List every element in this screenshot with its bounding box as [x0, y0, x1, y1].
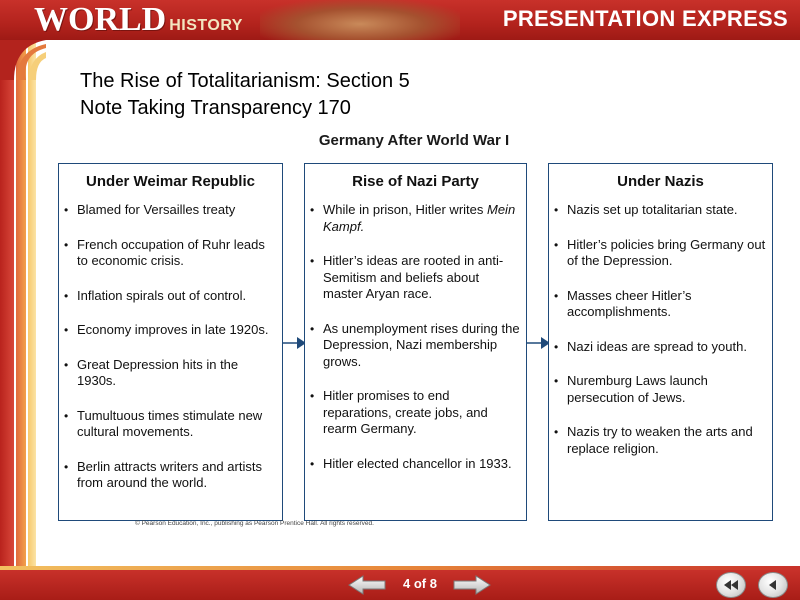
column-weimar-republic	[58, 163, 283, 521]
right-arrow-icon[interactable]	[452, 574, 492, 596]
list-item: • Nuremburg Laws launch persecution of Jews.	[567, 373, 766, 406]
rewind-icon	[723, 579, 739, 591]
list-item: • Inflation spirals out of control.	[77, 288, 276, 305]
left-decorative-bars	[0, 40, 46, 570]
back-button[interactable]	[758, 572, 788, 598]
decor-bar	[28, 40, 36, 570]
list-item: • Great Depression hits in the 1930s.	[77, 357, 276, 390]
column-heading: Under Weimar Republic	[86, 173, 255, 190]
list-item	[323, 202, 520, 235]
list-item: • Hitler’s ideas are rooted in anti-Semitism and beliefs about master Aryan race.	[323, 253, 520, 303]
list-item: • Tumultuous times stimulate new cultural movements.	[77, 408, 276, 441]
footer-bar	[0, 570, 800, 600]
list-item: • French occupation of Ruhr leads to economic crisis.	[77, 237, 276, 270]
decor-bar	[16, 40, 26, 570]
world-history-logo	[34, 1, 243, 39]
list-item: • Blamed for Versailles treaty	[77, 202, 276, 219]
copyright-notice: © Pearson Education, Inc., publishing as Pearson Prentice Hall. All rights reserved.	[135, 520, 374, 527]
list-item-text: While in prison, Hitler writes	[323, 202, 484, 217]
list-item: • Masses cheer Hitler’s accomplishments.	[567, 288, 766, 321]
diagram-title: Germany After World War I	[318, 132, 510, 149]
column-rise-of-nazi-party	[304, 163, 527, 521]
logo-history: HISTORY	[169, 17, 243, 34]
back-icon	[768, 579, 778, 591]
list-item: • Nazis try to weaken the arts and replace religion.	[567, 424, 766, 457]
column-under-nazis	[548, 163, 773, 521]
list-item: • As unemployment rises during the Depression, Nazi membership grows.	[323, 321, 520, 371]
list-item: • Nazis set up totalitarian state.	[567, 202, 766, 219]
slide-title-line1: The Rise of Totalitarianism: Section 5	[80, 70, 410, 92]
slide-title	[80, 68, 410, 122]
header-bar	[0, 0, 800, 40]
rewind-button[interactable]	[716, 572, 746, 598]
left-arrow-icon[interactable]	[347, 574, 387, 596]
column-heading: Rise of Nazi Party	[352, 173, 479, 190]
page-indicator: 4 of 8	[403, 576, 437, 591]
product-name: PRESENTATION EXPRESS	[502, 6, 788, 31]
book-title: Mein Kampf.	[323, 202, 516, 234]
decor-bar	[0, 40, 14, 570]
header-photo	[260, 0, 460, 40]
list-item: • Hitler’s policies bring Germany out of the Depression.	[567, 237, 766, 270]
list-item: • Hitler promises to end reparations, create jobs, and rearm Germany.	[323, 388, 520, 438]
logo-world: WORLD	[34, 1, 167, 38]
list-item: • Economy improves in late 1920s.	[77, 322, 276, 339]
decor-curve	[0, 40, 46, 80]
slide-title-line2: Note Taking Transparency 170	[80, 97, 351, 119]
column-list	[305, 202, 526, 472]
column-list	[59, 202, 282, 492]
column-heading: Under Nazis	[617, 173, 704, 190]
list-item: • Hitler elected chancellor in 1933.	[323, 456, 520, 473]
list-item: • Nazi ideas are spread to youth.	[567, 339, 766, 356]
column-list	[549, 202, 772, 457]
list-item: • Berlin attracts writers and artists from around the world.	[77, 459, 276, 492]
